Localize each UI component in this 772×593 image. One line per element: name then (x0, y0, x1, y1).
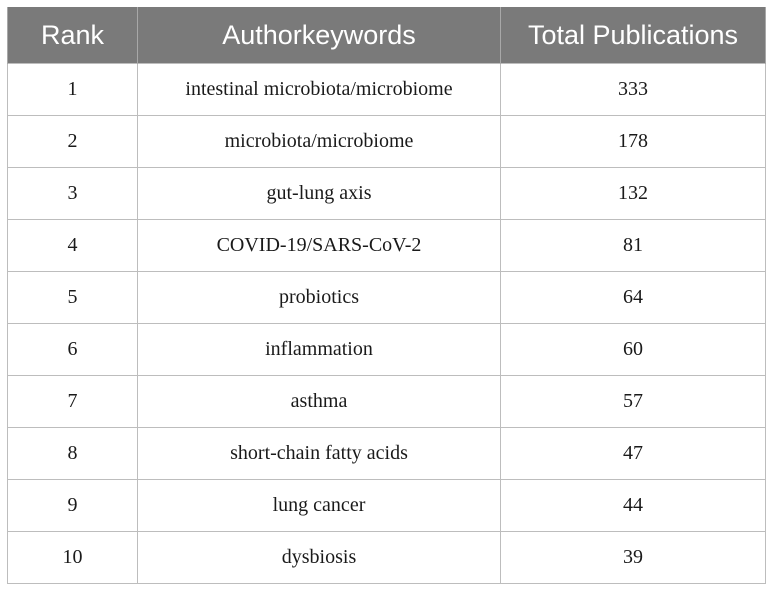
header-total-publications: Total Publications (501, 7, 766, 64)
cell-keyword: lung cancer (138, 480, 501, 532)
header-row (8, 7, 766, 64)
cell-total: 333 (501, 64, 766, 116)
cell-keyword: probiotics (138, 272, 501, 324)
cell-keyword: microbiota/microbiome (138, 116, 501, 168)
table-row (8, 168, 766, 220)
cell-keyword: COVID-19/SARS-CoV-2 (138, 220, 501, 272)
table-row (8, 116, 766, 168)
cell-rank: 7 (8, 376, 138, 428)
table-row (8, 480, 766, 532)
cell-rank: 8 (8, 428, 138, 480)
keywords-table (7, 7, 766, 584)
table-row (8, 64, 766, 116)
cell-total: 57 (501, 376, 766, 428)
table-row (8, 376, 766, 428)
cell-total: 60 (501, 324, 766, 376)
cell-keyword: short-chain fatty acids (138, 428, 501, 480)
cell-total: 47 (501, 428, 766, 480)
cell-total: 44 (501, 480, 766, 532)
cell-rank: 5 (8, 272, 138, 324)
cell-keyword: dysbiosis (138, 532, 501, 584)
cell-rank: 6 (8, 324, 138, 376)
cell-rank: 2 (8, 116, 138, 168)
cell-total: 81 (501, 220, 766, 272)
table-row (8, 532, 766, 584)
header-rank: Rank (8, 7, 138, 64)
cell-total: 132 (501, 168, 766, 220)
cell-rank: 4 (8, 220, 138, 272)
cell-rank: 1 (8, 64, 138, 116)
cell-keyword: inflammation (138, 324, 501, 376)
cell-rank: 3 (8, 168, 138, 220)
cell-total: 39 (501, 532, 766, 584)
cell-keyword: intestinal microbiota/microbiome (138, 64, 501, 116)
header-keywords: Authorkeywords (138, 7, 501, 64)
cell-keyword: asthma (138, 376, 501, 428)
cell-keyword: gut-lung axis (138, 168, 501, 220)
cell-rank: 9 (8, 480, 138, 532)
table-row (8, 220, 766, 272)
table-row (8, 272, 766, 324)
cell-total: 64 (501, 272, 766, 324)
table-row (8, 428, 766, 480)
table-row (8, 324, 766, 376)
cell-rank: 10 (8, 532, 138, 584)
cell-total: 178 (501, 116, 766, 168)
